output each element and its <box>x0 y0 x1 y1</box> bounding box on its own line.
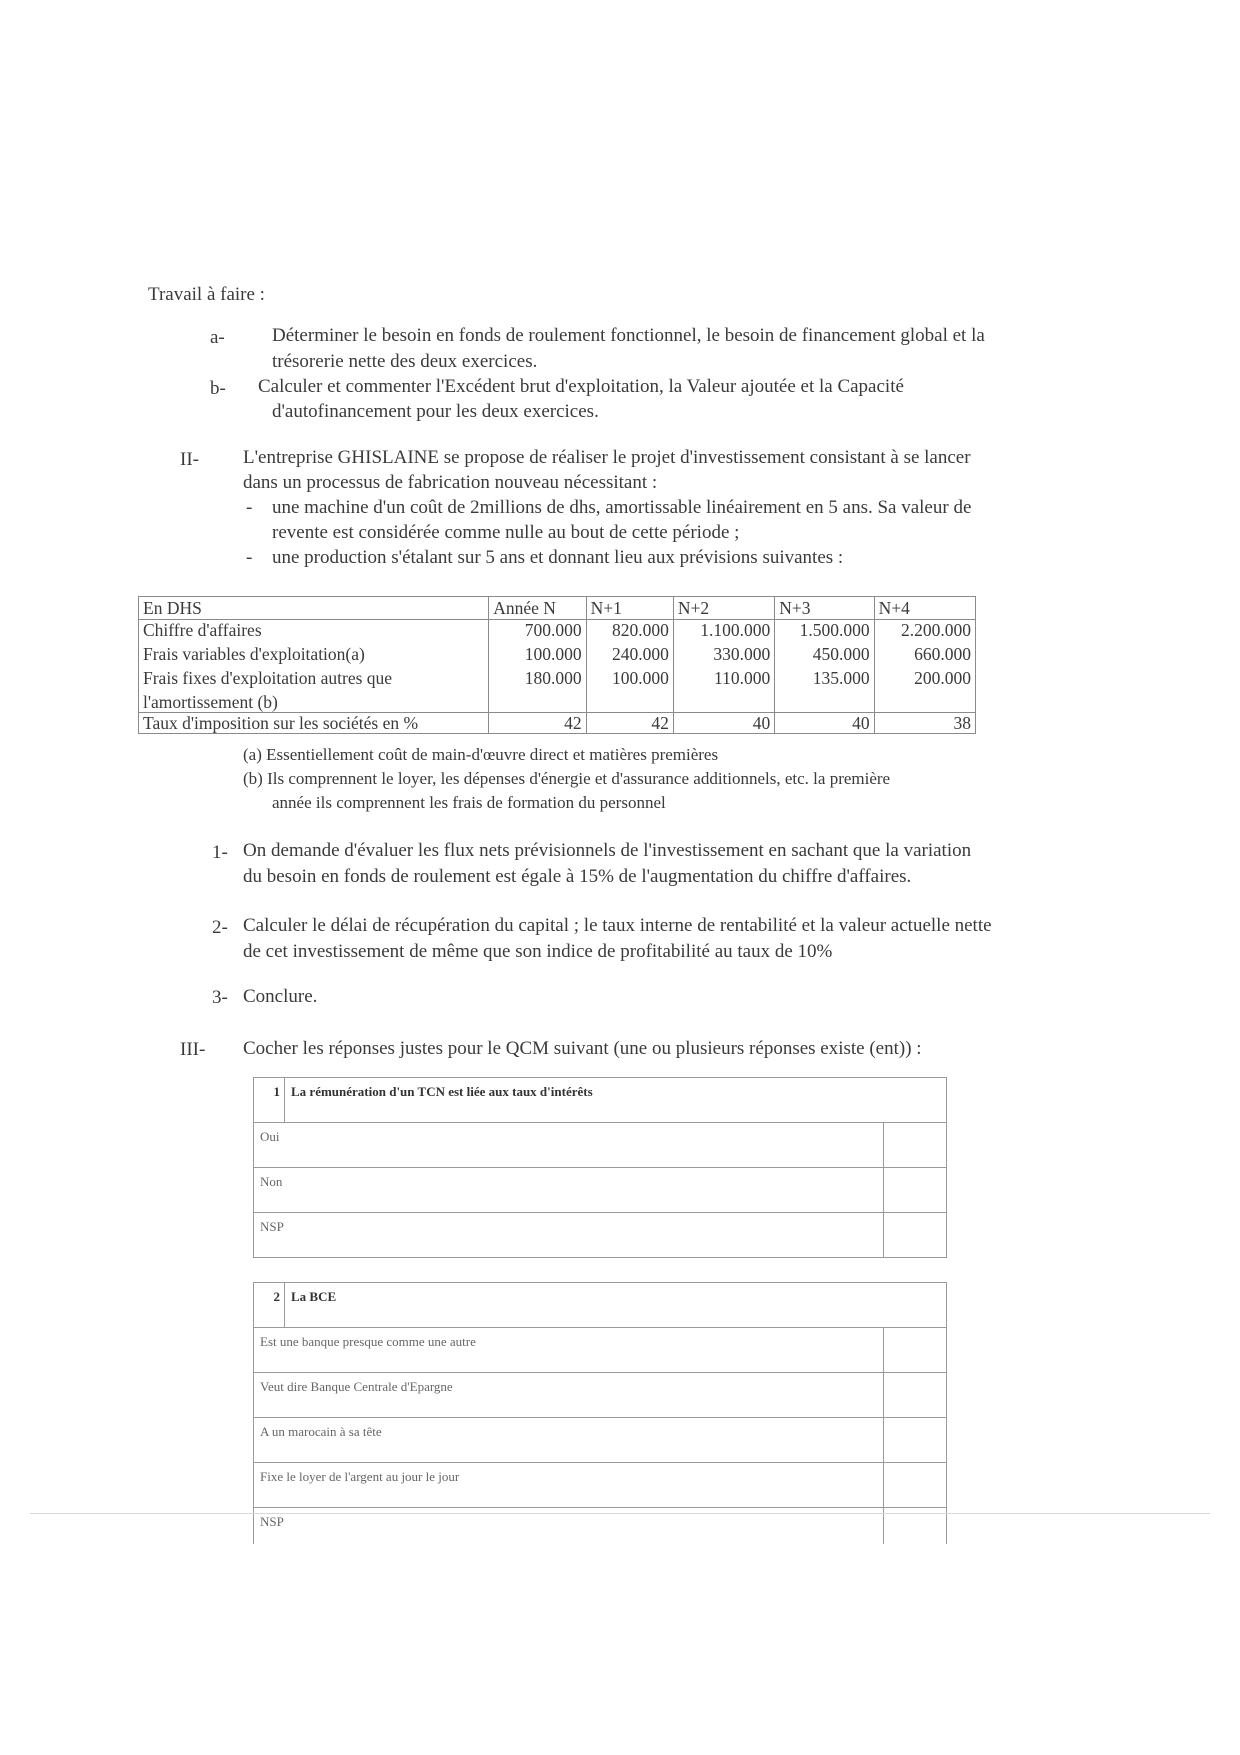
qcm-checkbox[interactable] <box>884 1213 947 1258</box>
qcm-option-row <box>254 1373 947 1418</box>
table-row-label <box>139 664 489 713</box>
item-b-line1: Calculer et commenter l'Excédent brut d'exploitation, la Valeur ajoutée et la Capacité <box>258 376 904 397</box>
table-cell: 1.100.000 <box>673 620 774 641</box>
table-note-b-line2: année ils comprennent les frais de formation du personnel <box>272 793 666 812</box>
qcm-option-label: Fixe le loyer de l'argent au jour le jour <box>254 1463 884 1508</box>
table-cell: 100.000 <box>586 664 673 713</box>
table-cell: 1.500.000 <box>775 620 874 641</box>
bullet-dash: - <box>246 547 253 568</box>
section3-text: Cocher les réponses justes pour le QCM suivant (une ou plusieurs réponses existe (ent)) : <box>243 1038 922 1059</box>
table-cell: 40 <box>775 713 874 734</box>
table-cell: 180.000 <box>489 664 586 713</box>
question2-marker: 2- <box>212 917 228 938</box>
section2-marker: II- <box>180 449 199 470</box>
item-a-line1: Déterminer le besoin en fonds de roulement fonctionnel, le besoin de financement global et la <box>272 325 985 346</box>
table-cell: 42 <box>489 713 586 734</box>
table-row <box>139 640 976 664</box>
table-cell: 100.000 <box>489 640 586 664</box>
qcm-option-label: A un marocain à sa tête <box>254 1418 884 1463</box>
qcm-option-row <box>254 1418 947 1463</box>
table-note-b-line1: (b) Ils comprennent le loyer, les dépenses d'énergie et d'assurance additionnels, etc. la première <box>243 769 891 788</box>
table-header-cell: N+1 <box>586 597 673 620</box>
table-cell: 240.000 <box>586 640 673 664</box>
table-header-cell: En DHS <box>139 597 489 620</box>
qcm-number: 1 <box>254 1078 285 1123</box>
question1-line2: du besoin en fonds de roulement est égale à 15% de l'augmentation du chiffre d'affaires. <box>243 866 912 887</box>
item-a-line2: trésorerie nette des deux exercices. <box>272 351 538 372</box>
qcm-number: 2 <box>254 1283 285 1328</box>
qcm-checkbox[interactable] <box>884 1463 947 1508</box>
qcm-option-label: NSP <box>254 1213 884 1258</box>
qcm-option-row <box>254 1328 947 1373</box>
table-row-label: Frais variables d'exploitation(a) <box>139 640 489 664</box>
question2-line2: de cet investissement de même que son indice de profitabilité au taux de 10% <box>243 941 833 962</box>
qcm-option-row <box>254 1213 947 1258</box>
table-cell: 135.000 <box>775 664 874 713</box>
table-header-cell: N+2 <box>673 597 774 620</box>
table-note-a: (a) Essentiellement coût de main-d'œuvre direct et matières premières <box>243 745 719 764</box>
question3-marker: 3- <box>212 987 228 1008</box>
item-b-marker: b- <box>210 378 226 399</box>
table-cell: 40 <box>673 713 774 734</box>
qcm-option-label: Veut dire Banque Centrale d'Epargne <box>254 1373 884 1418</box>
bullet1-line2: revente est considérée comme nulle au bout de cette période ; <box>272 522 740 543</box>
table-header-row <box>139 597 976 620</box>
qcm-checkbox[interactable] <box>884 1123 947 1168</box>
item-b-line2: d'autofinancement pour les deux exercices. <box>272 401 599 422</box>
table-row-label: Chiffre d'affaires <box>139 620 489 641</box>
table-row-label: Taux d'imposition sur les sociétés en % <box>139 713 489 734</box>
table-cell: 820.000 <box>586 620 673 641</box>
question3-text: Conclure. <box>243 986 318 1007</box>
table-row-label-line2: l'amortissement (b) <box>143 692 278 712</box>
qcm-option-row <box>254 1463 947 1508</box>
qcm-option-label: NSP <box>254 1508 884 1545</box>
page-crop-edge <box>30 1513 1210 1514</box>
qcm-header-row <box>254 1078 947 1123</box>
bullet2: une production s'étalant sur 5 ans et donnant lieu aux prévisions suivantes : <box>272 547 844 568</box>
qcm-checkbox[interactable] <box>884 1168 947 1213</box>
table-cell: 200.000 <box>874 664 975 713</box>
qcm-option-label: Est une banque presque comme une autre <box>254 1328 884 1373</box>
travail-heading: Travail à faire : <box>148 284 265 305</box>
table-cell: 38 <box>874 713 975 734</box>
table-cell: 110.000 <box>673 664 774 713</box>
qcm-checkbox[interactable] <box>884 1328 947 1373</box>
table-cell: 450.000 <box>775 640 874 664</box>
table-row <box>139 664 976 713</box>
table-row-label-line1: Frais fixes d'exploitation autres que <box>143 668 393 688</box>
table-cell: 42 <box>586 713 673 734</box>
qcm-checkbox[interactable] <box>884 1418 947 1463</box>
qcm-option-label: Oui <box>254 1123 884 1168</box>
table-row <box>139 620 976 641</box>
table-row <box>139 713 976 734</box>
section2-line2: dans un processus de fabrication nouveau nécessitant : <box>243 472 658 493</box>
qcm-question: La BCE <box>285 1283 947 1328</box>
question2-line1: Calculer le délai de récupération du capital ; le taux interne de rentabilité et la valeur actuelle nette <box>243 915 992 936</box>
section2-line1: L'entreprise GHISLAINE se propose de réaliser le projet d'investissement consistant à se lancer <box>243 447 971 468</box>
qcm-table-1 <box>253 1077 947 1258</box>
question1-line1: On demande d'évaluer les flux nets prévisionnels de l'investissement en sachant que la variation <box>243 840 972 861</box>
forecast-table <box>138 596 976 734</box>
item-a-marker: a- <box>210 327 225 348</box>
table-cell: 700.000 <box>489 620 586 641</box>
qcm-header-row <box>254 1283 947 1328</box>
table-header-cell: Année N <box>489 597 586 620</box>
question1-marker: 1- <box>212 842 228 863</box>
qcm-checkbox[interactable] <box>884 1373 947 1418</box>
table-header-cell: N+3 <box>775 597 874 620</box>
qcm-option-row <box>254 1123 947 1168</box>
qcm-question: La rémunération d'un TCN est liée aux taux d'intérêts <box>285 1078 947 1123</box>
bullet1-line1: une machine d'un coût de 2millions de dhs, amortissable linéairement en 5 ans. Sa valeur de <box>272 497 972 518</box>
qcm-option-row <box>254 1168 947 1213</box>
table-cell: 2.200.000 <box>874 620 975 641</box>
table-cell: 330.000 <box>673 640 774 664</box>
bullet-dash: - <box>246 497 253 518</box>
qcm-table-2 <box>253 1282 947 1544</box>
section3-marker: III- <box>180 1039 206 1060</box>
table-header-cell: N+4 <box>874 597 975 620</box>
qcm-option-label: Non <box>254 1168 884 1213</box>
table-cell: 660.000 <box>874 640 975 664</box>
